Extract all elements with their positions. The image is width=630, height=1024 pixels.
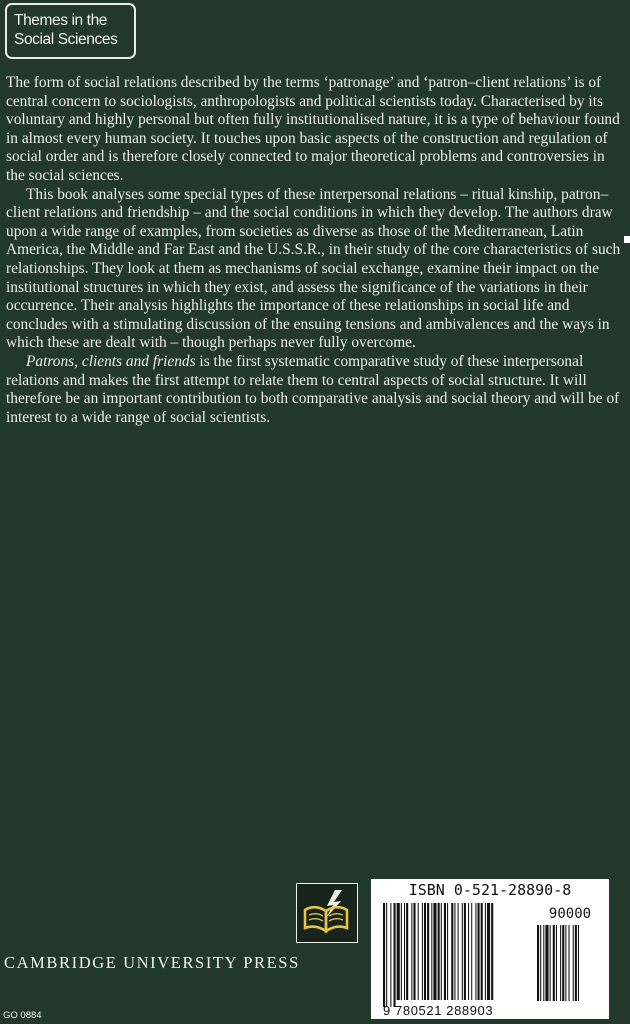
blurb-paragraph-1: The form of social relations described by the terms ‘patronage’ and ‘patron–client relations’ is of central concern to sociologists, anthropologists and political scientists today. Characterised by its voluntary and highly personal but often fully institutionalised nature, it is a type of behaviour found in almost every human society. It touches upon basic aspects of the construction and regulation of social order and is therefore closely connected to major theoretical problems and controversies in the social sciences.: [6, 74, 620, 184]
barcode-bar: [447, 903, 448, 1000]
blurb-paragraph-3-text: is the first systematic comparative study of these interpersonal relations and makes the first attempt to relate them to central aspects of social structure. It will therefore be an important contribution to both comparative analysis and social theory and will be of interest to a wide range of social scientists.: [6, 352, 620, 426]
barcode-bar: [433, 903, 436, 1000]
product-code: GO 0884: [3, 1010, 42, 1021]
barcode-bar: [462, 903, 463, 1000]
open-book-lightning-icon: [296, 883, 358, 943]
barcode-bar: [411, 903, 412, 1000]
barcode-bar: [458, 903, 459, 1000]
isbn-label: ISBN 0-521-28890-8: [408, 881, 572, 899]
barcode-bar: [444, 903, 446, 1000]
barcode-bar: [487, 903, 490, 1000]
price-code: 90000: [548, 906, 592, 922]
barcode-bar: [397, 903, 400, 1000]
publisher-name: CAMBRIDGE UNIVERSITY PRESS: [4, 953, 300, 972]
addon-bar: [565, 925, 566, 1001]
barcode-bar: [424, 903, 426, 1000]
addon-bar: [545, 925, 548, 1001]
barcode-bar: [454, 903, 455, 1000]
barcode-bar: [406, 903, 408, 1000]
barcode-bar: [464, 903, 466, 1000]
barcode-bar: [431, 903, 432, 1000]
barcode-bar: [422, 903, 423, 1000]
addon-bar: [550, 925, 551, 1001]
barcode-bar: [451, 903, 453, 1000]
barcode-panel: [371, 879, 609, 1019]
series-badge-line1: Themes in the: [14, 12, 108, 29]
barcode-bar: [438, 903, 440, 1000]
addon-bar: [543, 925, 544, 1001]
barcode-bar: [481, 903, 483, 1000]
barcode-bar: [475, 903, 476, 1000]
blurb-paragraph-3: [6, 353, 624, 427]
barcode-bar: [471, 903, 472, 1000]
barcode-bar: [427, 903, 429, 1000]
series-badge: [5, 3, 136, 59]
ean-barcode: [371, 879, 609, 1019]
barcode-bar: [441, 903, 442, 1000]
barcode-bar: [386, 903, 387, 1007]
addon-bar: [575, 925, 577, 1001]
addon-bar: [569, 925, 570, 1001]
book-title: Patrons, clients and friends: [26, 352, 196, 370]
barcode-bar: [394, 903, 396, 1007]
barcode-bar: [383, 903, 385, 1007]
barcode-bar: [404, 903, 405, 1000]
barcode-bar: [485, 903, 486, 1000]
barcode-bar: [401, 903, 402, 1000]
addon-bar: [578, 925, 579, 1001]
addon-bar: [553, 925, 555, 1001]
series-badge-line2: Social Sciences: [14, 31, 118, 48]
ean-number: 9 780521 288903: [383, 1003, 494, 1018]
addon-bar: [540, 925, 541, 1001]
barcode-bar: [491, 903, 493, 1000]
barcode-bar: [478, 903, 480, 1000]
back-cover-blurb: [6, 74, 624, 427]
barcode-bar: [418, 903, 419, 1000]
blurb-paragraph-2: This book analyses some special types of these interpersonal relations – ritual kinship, patron–client relations and friendship – and the social conditions in which they develop. The authors draw upon a wide range of examples, from societies as diverse as those of the Mediterranean, Latin America, the Middle and Far East and the U.S.S.R., in their study of the core characteristics of such relationships. They look at them as mechanisms of social exchange, examine their impact on the institutional structures in which they exist, and assess the significance of the variations in their occurrence. Their analysis highlights the importance of these relationships in social life and concludes with a stimulating discussion of the ensuing tensions and ambivalences and the ways in which these are dealt with – though perhaps never fully overcome.: [6, 185, 621, 352]
barcode-bar: [390, 903, 391, 1007]
barcode-bar: [468, 903, 469, 1000]
addon-bar: [573, 925, 574, 1001]
addon-bar: [556, 925, 557, 1001]
barcode-bar: [413, 903, 415, 1000]
addon-bar: [562, 925, 564, 1001]
addon-bar: [560, 925, 561, 1001]
addon-bar: [537, 925, 539, 1001]
edge-mark: [624, 236, 630, 243]
